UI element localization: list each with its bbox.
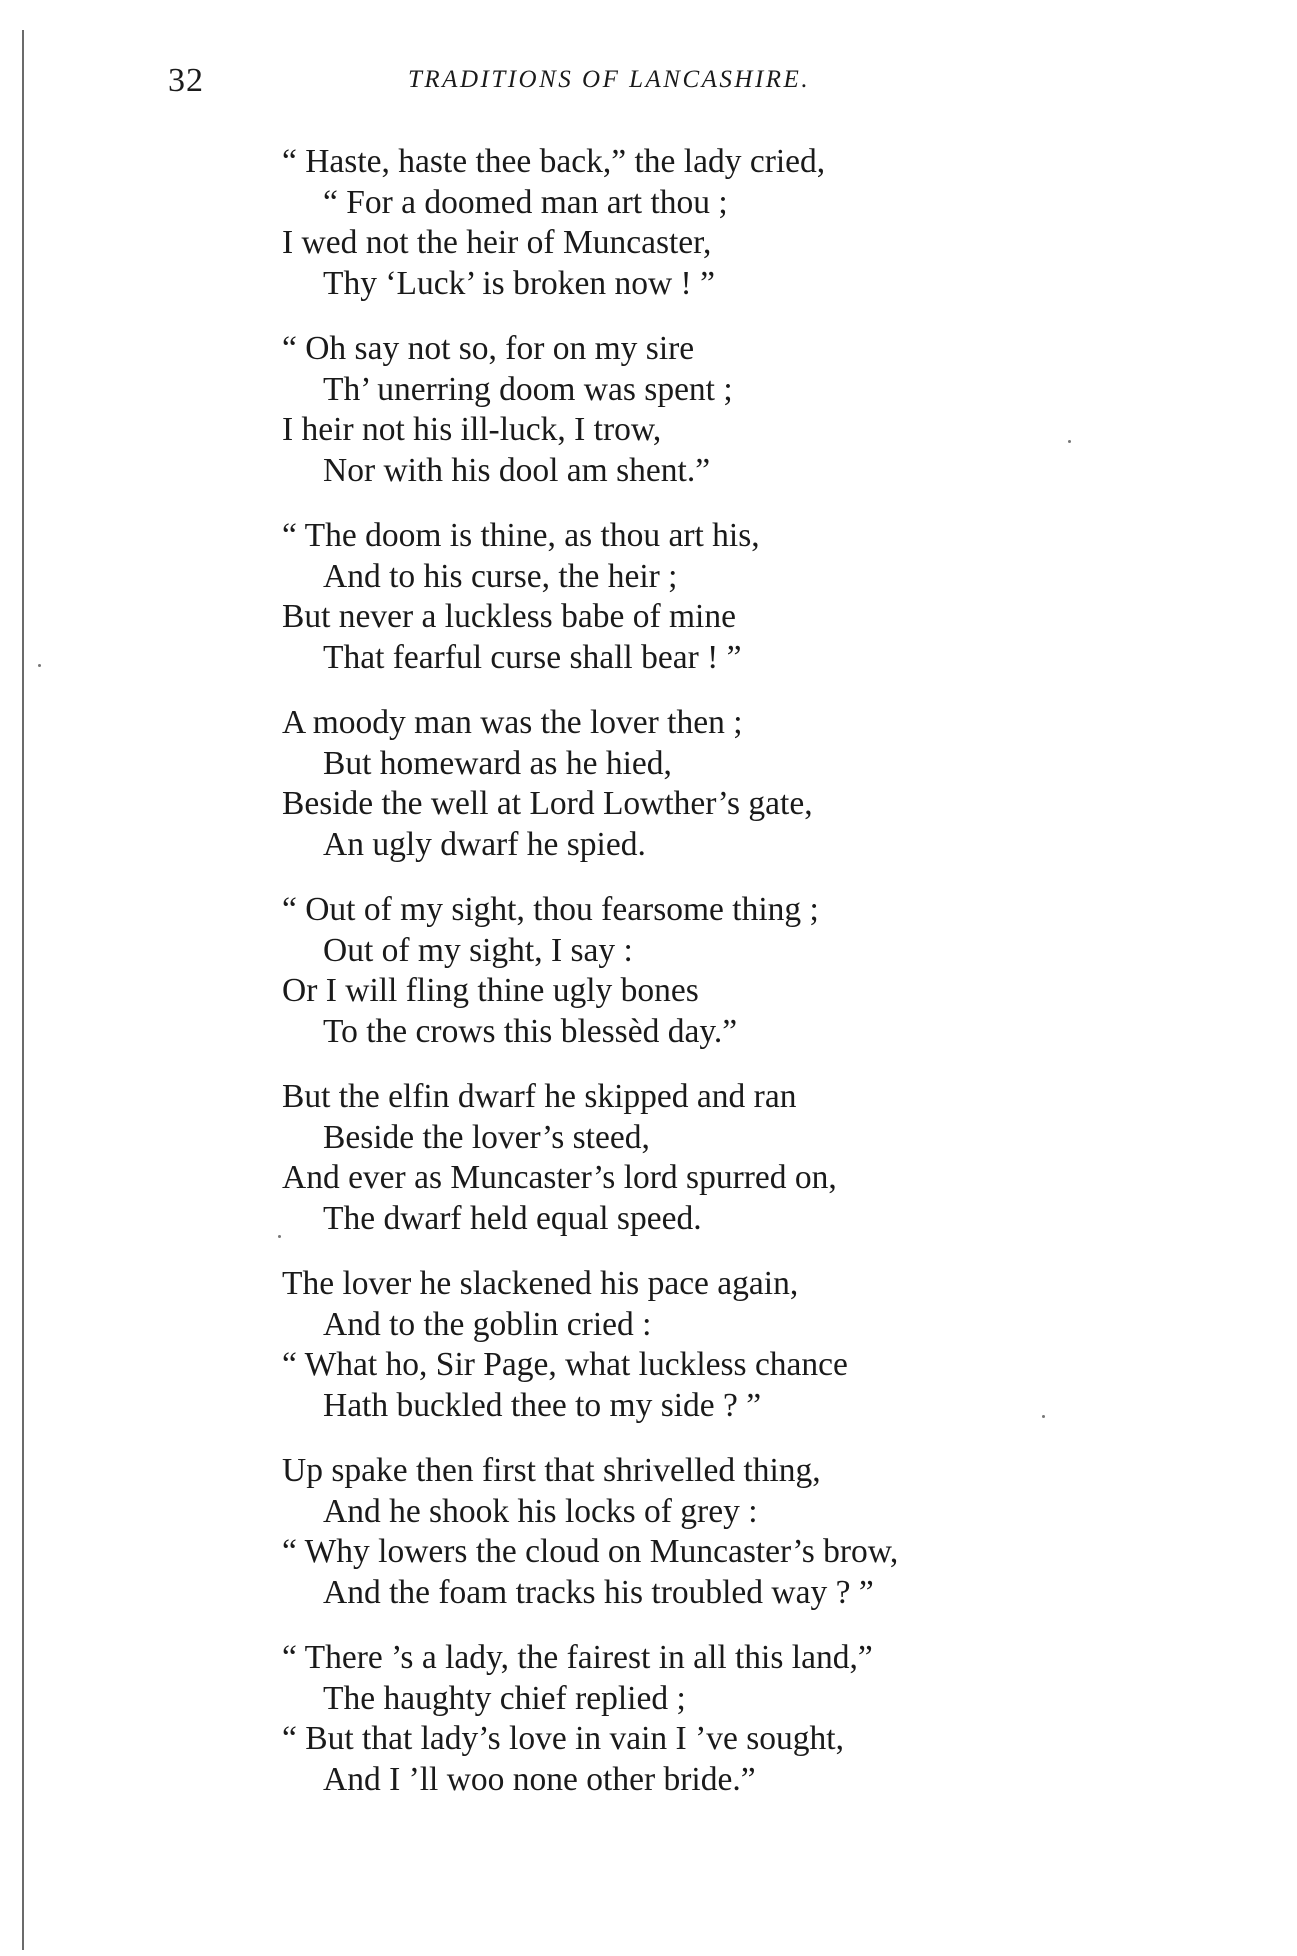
- verse-line: “ Oh say not so, for on my sire: [282, 330, 695, 367]
- verse-line: But homeward as he hied,: [323, 744, 672, 782]
- verse-line: The haughty chief replied ;: [323, 1679, 686, 1717]
- stanza: [282, 703, 1182, 865]
- verse-line: Beside the lover’s steed,: [323, 1118, 650, 1156]
- verse-line: “ The doom is thine, as thou art his,: [282, 517, 760, 554]
- verse-line: “ Haste, haste thee back,” the lady cried,: [282, 143, 826, 180]
- page-header: [0, 62, 1297, 102]
- stanza: [282, 1264, 1182, 1426]
- stanza: [282, 1077, 1182, 1239]
- verse-line: “ What ho, Sir Page, what luckless chance: [282, 1346, 848, 1383]
- verse-line: The dwarf held equal speed.: [323, 1199, 702, 1237]
- scan-speck: [38, 664, 41, 667]
- verse-line: That fearful curse shall bear ! ”: [323, 638, 742, 676]
- verse-line: And ever as Muncaster’s lord spurred on,: [282, 1159, 837, 1196]
- stanza: [282, 329, 1182, 491]
- verse-line: And to the goblin cried :: [323, 1305, 652, 1343]
- page-number: 32: [168, 62, 204, 99]
- verse-line: But the elfin dwarf he skipped and ran: [282, 1078, 797, 1115]
- verse-line: And to his curse, the heir ;: [323, 557, 678, 595]
- page-spine-edge: [22, 30, 24, 1950]
- verse-line: And the foam tracks his troubled way ? ”: [323, 1573, 874, 1611]
- verse-line: Hath buckled thee to my side ? ”: [323, 1386, 762, 1424]
- verse-line: “ Out of my sight, thou fearsome thing ;: [282, 891, 819, 928]
- verse-line: And he shook his locks of grey :: [323, 1492, 758, 1530]
- verse-line: An ugly dwarf he spied.: [323, 825, 646, 863]
- verse-line: A moody man was the lover then ;: [282, 704, 743, 741]
- poem-body: [282, 142, 1182, 1825]
- scan-speck: [1042, 1415, 1045, 1418]
- verse-line: Thy ‘Luck’ is broken now ! ”: [323, 264, 715, 302]
- verse-line: Nor with his dool am shent.”: [323, 451, 711, 489]
- scan-speck: [1068, 440, 1071, 443]
- verse-line: And I ’ll woo none other bride.”: [323, 1760, 756, 1798]
- running-head: TRADITIONS OF LANCASHIRE.: [408, 66, 811, 93]
- verse-line: Th’ unerring doom was spent ;: [323, 370, 733, 408]
- verse-line: “ But that lady’s love in vain I ’ve sought,: [282, 1720, 844, 1757]
- verse-line: I heir not his ill-luck, I trow,: [282, 411, 662, 448]
- stanza: [282, 1638, 1182, 1800]
- verse-line: Or I will fling thine ugly bones: [282, 972, 699, 1009]
- stanza: [282, 142, 1182, 304]
- verse-line: But never a luckless babe of mine: [282, 598, 736, 635]
- verse-line: To the crows this blessèd day.”: [323, 1012, 738, 1050]
- verse-line: Out of my sight, I say :: [323, 931, 633, 969]
- verse-line: “ Why lowers the cloud on Muncaster’s brow,: [282, 1533, 899, 1570]
- verse-line: The lover he slackened his pace again,: [282, 1265, 799, 1302]
- scan-speck: [278, 1235, 281, 1238]
- stanza: [282, 1451, 1182, 1613]
- verse-line: Up spake then first that shrivelled thing,: [282, 1452, 821, 1489]
- verse-line: “ For a doomed man art thou ;: [323, 183, 728, 221]
- verse-line: Beside the well at Lord Lowther’s gate,: [282, 785, 813, 822]
- stanza: [282, 516, 1182, 678]
- verse-line: I wed not the heir of Muncaster,: [282, 224, 712, 261]
- stanza: [282, 890, 1182, 1052]
- verse-line: “ There ’s a lady, the fairest in all this land,”: [282, 1639, 873, 1676]
